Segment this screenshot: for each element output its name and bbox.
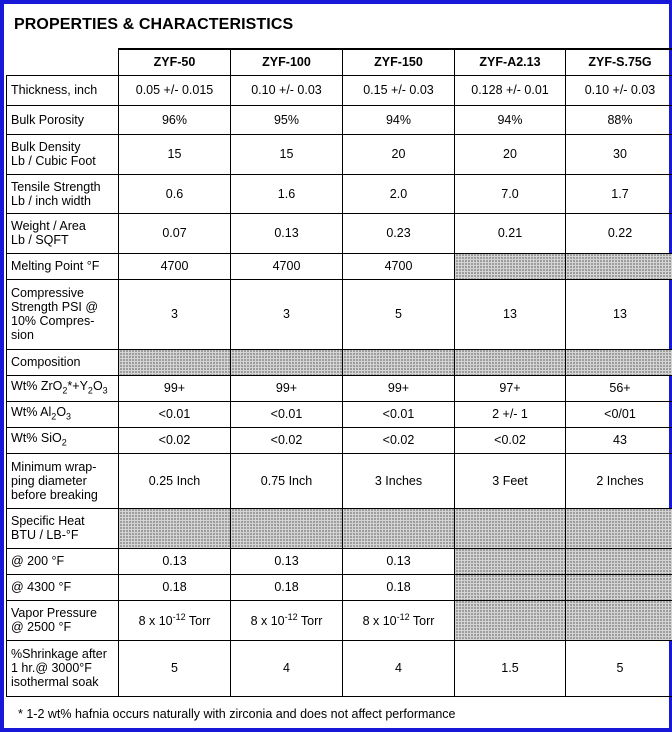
column-header: ZYF-150 [343,49,455,75]
table-row-wrap [7,453,672,508]
shaded-cell [566,548,672,574]
properties-table [6,48,672,697]
cell-value: 3 Inches [343,453,455,508]
cell-value: 0.21 [455,213,566,253]
row-label: Tensile Strength Lb / inch width [7,174,119,213]
shaded-cell [455,253,566,279]
row-label: Wt% $ZrO_2*+Y_2O_3$ [7,375,119,401]
row-label: Compressive Strength PSI @ 10% Compres- sion [7,279,119,349]
cell-value: 0.10 +/- 0.03 [231,75,343,105]
cell-value: <0.02 [231,427,343,453]
cell-value: 0.25 Inch [119,453,231,508]
table-row-shrinkage [7,640,672,696]
row-label: Wt% $Al_2O_3$ [7,401,119,427]
column-header: ZYF-A2.13 [455,49,566,75]
row-label: Melting Point °F [7,253,119,279]
table-row-sio2 [7,427,672,453]
row-label: Thickness, inch [7,75,119,105]
cell-value: 0.18 [231,574,343,600]
shaded-cell [455,508,566,548]
shaded-cell [566,574,672,600]
cell-value: 43 [566,427,672,453]
row-label: Weight / Area Lb / SQFT [7,213,119,253]
cell-value: 2 +/- 1 [455,401,566,427]
cell-value: 4700 [119,253,231,279]
table-row-vapor [7,600,672,640]
table-row-compressive [7,279,672,349]
cell-value: 0.10 +/- 0.03 [566,75,672,105]
table-row-density [7,134,672,174]
cell-value: 3 Feet [455,453,566,508]
shaded-cell [566,508,672,548]
table-row-porosity [7,105,672,134]
cell-value: 15 [231,134,343,174]
shaded-cell [455,349,566,375]
cell-value: 95% [231,105,343,134]
cell-value: 4700 [231,253,343,279]
cell-value: 0.05 +/- 0.015 [119,75,231,105]
cell-value: 1.5 [455,640,566,696]
cell-value: 4 [343,640,455,696]
row-label: Composition [7,349,119,375]
cell-value: 8 x $10^{-12}$ Torr [119,600,231,640]
cell-value: <0.01 [343,401,455,427]
cell-value: 88% [566,105,672,134]
column-header: ZYF-100 [231,49,343,75]
shaded-cell [231,349,343,375]
table-row-weight [7,213,672,253]
cell-value: 5 [566,640,672,696]
shaded-cell [566,600,672,640]
cell-value: 0.13 [231,548,343,574]
column-header: ZYF-S.75G [566,49,672,75]
cell-value: 3 [231,279,343,349]
cell-value: 8 x $10^{-12}$ Torr [231,600,343,640]
column-header: ZYF-50 [119,49,231,75]
cell-value: 20 [343,134,455,174]
cell-value: 30 [566,134,672,174]
cell-value: 0.18 [343,574,455,600]
cell-value: 0.13 [343,548,455,574]
shaded-cell [566,253,672,279]
table-row-at200 [7,548,672,574]
header-row [7,49,672,75]
page-title: PROPERTIES & CHARACTERISTICS [14,16,294,33]
shaded-cell [455,574,566,600]
cell-value: 0.128 +/- 0.01 [455,75,566,105]
row-label: Specific Heat BTU / LB-°F [7,508,119,548]
cell-value: 1.6 [231,174,343,213]
cell-value: <0/01 [566,401,672,427]
cell-value: 99+ [231,375,343,401]
shaded-cell [566,349,672,375]
shaded-cell [343,349,455,375]
cell-value: 94% [343,105,455,134]
cell-value: 20 [455,134,566,174]
shaded-cell [119,508,231,548]
shaded-cell [455,600,566,640]
cell-value: 1.7 [566,174,672,213]
cell-value: 0.15 +/- 0.03 [343,75,455,105]
table-row-tensile [7,174,672,213]
cell-value: 4700 [343,253,455,279]
row-label: @ 200 °F [7,548,119,574]
cell-value: 7.0 [455,174,566,213]
cell-value: 56+ [566,375,672,401]
cell-value: 94% [455,105,566,134]
cell-value: 13 [455,279,566,349]
table-row-thickness [7,75,672,105]
shaded-cell [343,508,455,548]
table-row-melting [7,253,672,279]
table-row-zro2 [7,375,672,401]
row-label: @ 4300 °F [7,574,119,600]
footnote: * 1-2 wt% hafnia occurs naturally with zirconia and does not affect performance [18,707,456,721]
table-row-composition [7,349,672,375]
row-label: Minimum wrap- ping diameter before breaking [7,453,119,508]
cell-value: 2 Inches [566,453,672,508]
cell-value: 3 [119,279,231,349]
cell-value: <0.02 [455,427,566,453]
cell-value: 5 [119,640,231,696]
cell-value: 0.13 [231,213,343,253]
row-label: Bulk Porosity [7,105,119,134]
shaded-cell [231,508,343,548]
cell-value: 0.75 Inch [231,453,343,508]
cell-value: 4 [231,640,343,696]
cell-value: 99+ [119,375,231,401]
cell-value: <0.02 [119,427,231,453]
cell-value: 0.13 [119,548,231,574]
shaded-cell [455,548,566,574]
table-row-at4300 [7,574,672,600]
cell-value: 96% [119,105,231,134]
cell-value: 15 [119,134,231,174]
cell-value: 0.23 [343,213,455,253]
cell-value: 13 [566,279,672,349]
row-label: Bulk Density Lb / Cubic Foot [7,134,119,174]
cell-value: 0.18 [119,574,231,600]
cell-value: 2.0 [343,174,455,213]
table-row-al2o3 [7,401,672,427]
header-blank-cell [7,49,119,75]
row-label: Wt% SiO$_2$ [7,427,119,453]
cell-value: 0.6 [119,174,231,213]
row-label: %Shrinkage after 1 hr.@ 3000°F isothermal soak [7,640,119,696]
row-label: Vapor Pressure @ 2500 °F [7,600,119,640]
cell-value: 97+ [455,375,566,401]
cell-value: <0.01 [119,401,231,427]
cell-value: 0.07 [119,213,231,253]
cell-value: 8 x $10^{-12}$ Torr [343,600,455,640]
cell-value: 5 [343,279,455,349]
cell-value: <0.01 [231,401,343,427]
cell-value: 99+ [343,375,455,401]
shaded-cell [119,349,231,375]
table-row-specific-heat [7,508,672,548]
cell-value: 0.22 [566,213,672,253]
cell-value: <0.02 [343,427,455,453]
